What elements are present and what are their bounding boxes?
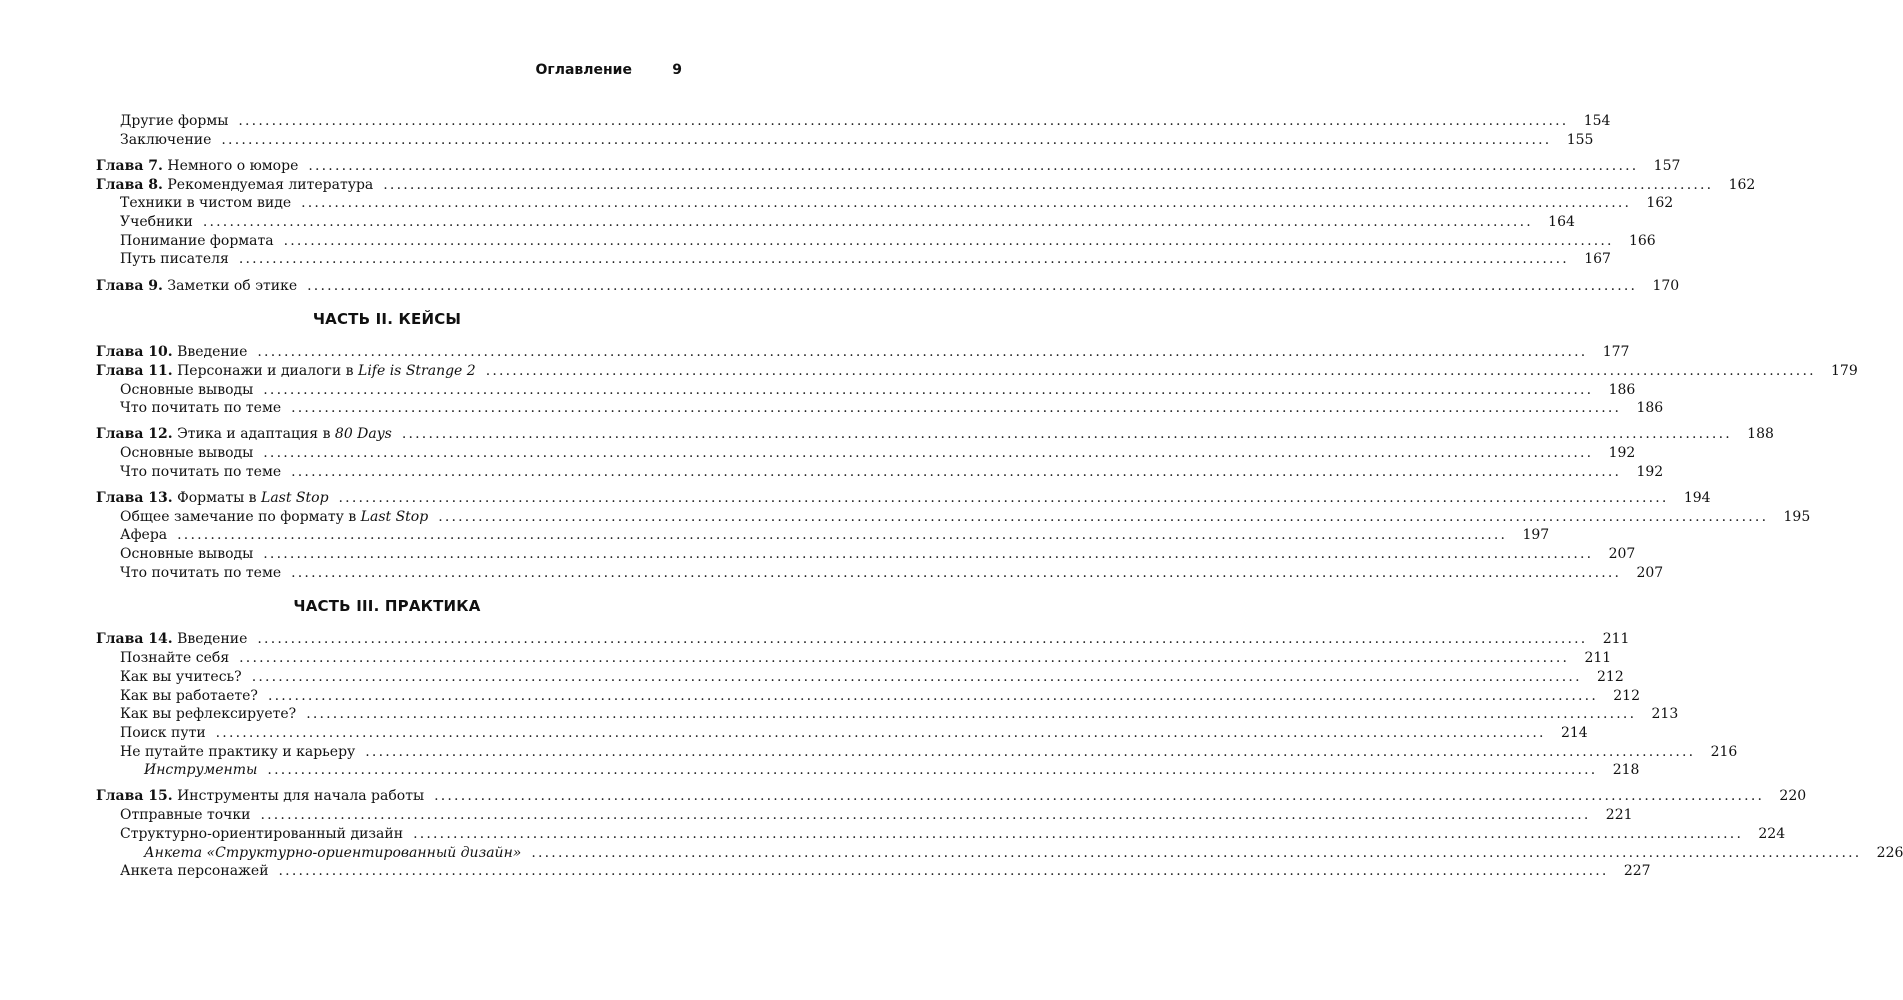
dot-leader: ........................................................................................................................................................................................................ bbox=[401, 426, 1732, 443]
entry-title: Что почитать по теме bbox=[120, 463, 282, 480]
entry-title-italic: 80 Days bbox=[334, 426, 392, 443]
entry-page: 221 bbox=[1605, 807, 1633, 824]
entry-title: Персонажи и диалоги в bbox=[177, 362, 359, 379]
entry-title: Анкета персонажей bbox=[120, 863, 269, 880]
entry-title: Другие формы bbox=[120, 113, 229, 129]
entry-page: 195 bbox=[1783, 508, 1811, 525]
toc-entry[interactable] bbox=[96, 112, 1611, 131]
toc-entry[interactable] bbox=[96, 131, 1594, 150]
entry-page: 186 bbox=[1608, 381, 1636, 398]
dot-leader: ........................................................................................................................................................................................................ bbox=[257, 344, 1588, 361]
chapter-label: Глава 10. bbox=[96, 344, 173, 361]
page-number: 9 bbox=[672, 62, 682, 78]
toc-entry[interactable] bbox=[96, 724, 1588, 743]
toc-chapter[interactable] bbox=[96, 630, 1630, 649]
entry-title: Как вы работаете? bbox=[120, 687, 258, 704]
toc-entry[interactable] bbox=[96, 213, 1575, 232]
entry-page: 213 bbox=[1651, 706, 1679, 723]
chapter-label: Глава 15. bbox=[96, 788, 173, 805]
dot-leader: ........................................................................................................................................................................................................ bbox=[413, 825, 1744, 842]
toc-entry[interactable] bbox=[96, 825, 1786, 844]
toc-chapter[interactable] bbox=[96, 343, 1630, 362]
toc-entry[interactable] bbox=[96, 743, 1738, 762]
dot-leader: ........................................................................................................................................................................................................ bbox=[291, 400, 1622, 417]
toc-subentry[interactable] bbox=[96, 761, 1640, 780]
entry-page: 227 bbox=[1623, 863, 1651, 880]
toc-entry[interactable] bbox=[96, 250, 1611, 269]
entry-page: 167 bbox=[1584, 251, 1611, 268]
dot-leader: ........................................................................................................................................................................................................ bbox=[215, 724, 1546, 741]
entry-title: Как вы учитесь? bbox=[120, 668, 242, 685]
entry-title: Рекомендуемая литература bbox=[167, 176, 374, 193]
entry-title: Заключение bbox=[120, 131, 212, 148]
entry-title: Введение bbox=[177, 631, 248, 648]
entry-title: Основные выводы bbox=[120, 381, 254, 398]
dot-leader: ........................................................................................................................................................................................................ bbox=[263, 445, 1594, 462]
entry-page: 188 bbox=[1747, 426, 1774, 443]
dot-leader: ........................................................................................................................................................................................................ bbox=[251, 668, 1582, 685]
entry-title-italic: Life is Strange 2 bbox=[358, 362, 476, 379]
toc-entry[interactable] bbox=[96, 862, 1651, 881]
dot-leader: ........................................................................................................................................................................................................ bbox=[202, 213, 1533, 230]
toc-entry[interactable] bbox=[96, 194, 1674, 213]
entry-title: Учебники bbox=[120, 213, 193, 230]
entry-page: 207 bbox=[1608, 546, 1636, 563]
entry-page: 155 bbox=[1566, 131, 1594, 148]
dot-leader: ........................................................................................................................................................................................................ bbox=[438, 508, 1769, 525]
dot-leader: ........................................................................................................................................................................................................ bbox=[221, 131, 1552, 148]
toc-subentry[interactable] bbox=[96, 844, 1903, 863]
entry-title: Что почитать по теме bbox=[120, 400, 282, 417]
entry-title-italic: Инструменты bbox=[144, 762, 258, 779]
chapter-label: Глава 14. bbox=[96, 631, 173, 648]
toc-chapter[interactable] bbox=[96, 362, 1858, 381]
toc-chapter[interactable] bbox=[96, 277, 1680, 296]
toc-entry[interactable] bbox=[96, 463, 1664, 482]
running-header bbox=[96, 62, 682, 82]
toc-entry[interactable] bbox=[96, 381, 1636, 400]
toc-entry[interactable] bbox=[96, 806, 1633, 825]
toc-entry[interactable] bbox=[96, 705, 1679, 724]
dot-leader: ........................................................................................................................................................................................................ bbox=[338, 490, 1669, 506]
dot-leader: ........................................................................................................................................................................................................ bbox=[263, 381, 1594, 398]
entry-title: Структурно-ориентированный дизайн bbox=[120, 825, 404, 842]
toc-entry[interactable] bbox=[96, 564, 1664, 583]
toc-entry[interactable] bbox=[96, 668, 1624, 687]
entry-page: 212 bbox=[1613, 687, 1640, 704]
entry-page: 207 bbox=[1636, 564, 1664, 581]
chapter-label: Глава 12. bbox=[96, 426, 173, 443]
toc-chapter[interactable] bbox=[96, 489, 1711, 508]
entry-page: 166 bbox=[1628, 232, 1656, 249]
toc-chapter[interactable] bbox=[96, 787, 1807, 806]
chapter-label: Глава 9. bbox=[96, 277, 163, 294]
chapter-label: Глава 11. bbox=[96, 362, 173, 379]
entry-title-italic: Анкета «Структурно-ориентированный дизайн» bbox=[144, 844, 522, 861]
toc-entry[interactable] bbox=[96, 399, 1664, 418]
dot-leader: ........................................................................................................................................................................................................ bbox=[301, 195, 1632, 212]
running-header-title: Оглавление bbox=[535, 62, 632, 78]
entry-title: Техники в чистом виде bbox=[120, 195, 292, 212]
entry-title: Как вы рефлексируете? bbox=[120, 706, 297, 723]
dot-leader: ........................................................................................................................................................................................................ bbox=[291, 463, 1622, 480]
dot-leader: ........................................................................................................................................................................................................ bbox=[307, 277, 1638, 294]
toc-entry[interactable] bbox=[96, 545, 1636, 564]
entry-page: 192 bbox=[1636, 463, 1664, 480]
entry-title: Инструменты для начала работы bbox=[177, 788, 425, 805]
part-heading: ЧАСТЬ II. КЕЙСЫ bbox=[312, 310, 462, 329]
entry-title: Отправные точки bbox=[120, 807, 251, 824]
dot-leader: ........................................................................................................................................................................................................ bbox=[263, 546, 1594, 563]
toc-chapter[interactable] bbox=[96, 157, 1681, 176]
entry-title: Заметки об этике bbox=[167, 277, 298, 294]
toc-entry[interactable] bbox=[96, 444, 1636, 463]
entry-page: 211 bbox=[1602, 631, 1630, 648]
entry-title: Немного о юморе bbox=[167, 157, 299, 174]
entry-page: 194 bbox=[1683, 490, 1711, 506]
entry-page: 192 bbox=[1608, 445, 1636, 462]
entry-page: 162 bbox=[1728, 176, 1756, 193]
entry-page: 170 bbox=[1652, 277, 1680, 294]
entry-title: Этика и адаптация в bbox=[177, 426, 335, 443]
dot-leader: ........................................................................................................................................................................................................ bbox=[267, 762, 1598, 779]
entry-title: Основные выводы bbox=[120, 546, 254, 563]
part-heading: ЧАСТЬ III. ПРАКТИКА bbox=[293, 597, 481, 616]
entry-page: 164 bbox=[1548, 213, 1575, 230]
toc-entry[interactable] bbox=[96, 508, 1811, 527]
toc-entry[interactable] bbox=[96, 526, 1550, 545]
dot-leader: ........................................................................................................................................................................................................ bbox=[383, 176, 1714, 193]
entry-title-italic: Last Stop bbox=[360, 508, 429, 525]
dot-leader: ........................................................................................................................................................................................................ bbox=[434, 788, 1765, 805]
chapter-label: Глава 8. bbox=[96, 176, 163, 193]
entry-page: 177 bbox=[1602, 344, 1630, 361]
entry-title: Поиск пути bbox=[120, 724, 206, 741]
dot-leader: ........................................................................................................................................................................................................ bbox=[267, 687, 1598, 704]
toc-chapter[interactable] bbox=[96, 425, 1774, 444]
entry-title: Афера bbox=[120, 527, 168, 544]
chapter-label: Глава 13. bbox=[96, 490, 173, 506]
entry-title: Познайте себя bbox=[120, 650, 230, 667]
entry-title: Что почитать по теме bbox=[120, 564, 282, 581]
entry-page: 197 bbox=[1522, 527, 1550, 544]
entry-page: 214 bbox=[1560, 724, 1588, 741]
chapter-label: Глава 7. bbox=[96, 157, 163, 174]
dot-leader: ........................................................................................................................................................................................................ bbox=[278, 863, 1609, 880]
entry-title: Путь писателя bbox=[120, 251, 229, 268]
dot-leader: ........................................................................................................................................................................................................ bbox=[238, 251, 1569, 268]
dot-leader: ........................................................................................................................................................................................................ bbox=[308, 157, 1639, 174]
entry-page: 157 bbox=[1653, 157, 1681, 174]
toc-entry[interactable] bbox=[96, 687, 1640, 706]
entry-page: 216 bbox=[1710, 743, 1738, 760]
entry-title: Не путайте практику и карьеру bbox=[120, 743, 356, 760]
entry-page: 212 bbox=[1597, 668, 1624, 685]
dot-leader: ........................................................................................................................................................................................................ bbox=[365, 743, 1696, 760]
entry-page: 224 bbox=[1758, 825, 1786, 842]
dot-leader: ........................................................................................................................................................................................................ bbox=[257, 631, 1588, 648]
entry-title-italic: Last Stop bbox=[261, 490, 329, 506]
entry-page: 220 bbox=[1779, 788, 1807, 805]
dot-leader: ........................................................................................................................................................................................................ bbox=[531, 844, 1862, 861]
dot-leader: ........................................................................................................................................................................................................ bbox=[260, 807, 1591, 824]
dot-leader: ........................................................................................................................................................................................................ bbox=[485, 362, 1816, 379]
dot-leader: ........................................................................................................................................................................................................ bbox=[177, 527, 1508, 544]
entry-page: 226 bbox=[1876, 844, 1903, 861]
entry-page: 154 bbox=[1583, 113, 1611, 129]
dot-leader: ........................................................................................................................................................................................................ bbox=[238, 113, 1569, 129]
entry-title: Форматы в bbox=[177, 490, 262, 506]
toc-entry[interactable] bbox=[96, 649, 1612, 668]
toc-chapter[interactable] bbox=[96, 176, 1756, 195]
entry-page: 179 bbox=[1831, 362, 1858, 379]
entry-title: Общее замечание по формату в bbox=[120, 508, 361, 525]
entry-page: 211 bbox=[1584, 650, 1612, 667]
entry-page: 218 bbox=[1612, 762, 1640, 779]
entry-page: 162 bbox=[1646, 195, 1674, 212]
entry-title: Введение bbox=[177, 344, 248, 361]
dot-leader: ........................................................................................................................................................................................................ bbox=[239, 650, 1570, 667]
dot-leader: ........................................................................................................................................................................................................ bbox=[306, 706, 1637, 723]
dot-leader: ........................................................................................................................................................................................................ bbox=[291, 564, 1622, 581]
dot-leader: ........................................................................................................................................................................................................ bbox=[283, 232, 1614, 249]
toc-entry[interactable] bbox=[96, 232, 1656, 251]
table-of-contents bbox=[96, 112, 1903, 881]
entry-page: 186 bbox=[1636, 400, 1664, 417]
entry-title: Понимание формата bbox=[120, 232, 274, 249]
entry-title: Основные выводы bbox=[120, 445, 254, 462]
